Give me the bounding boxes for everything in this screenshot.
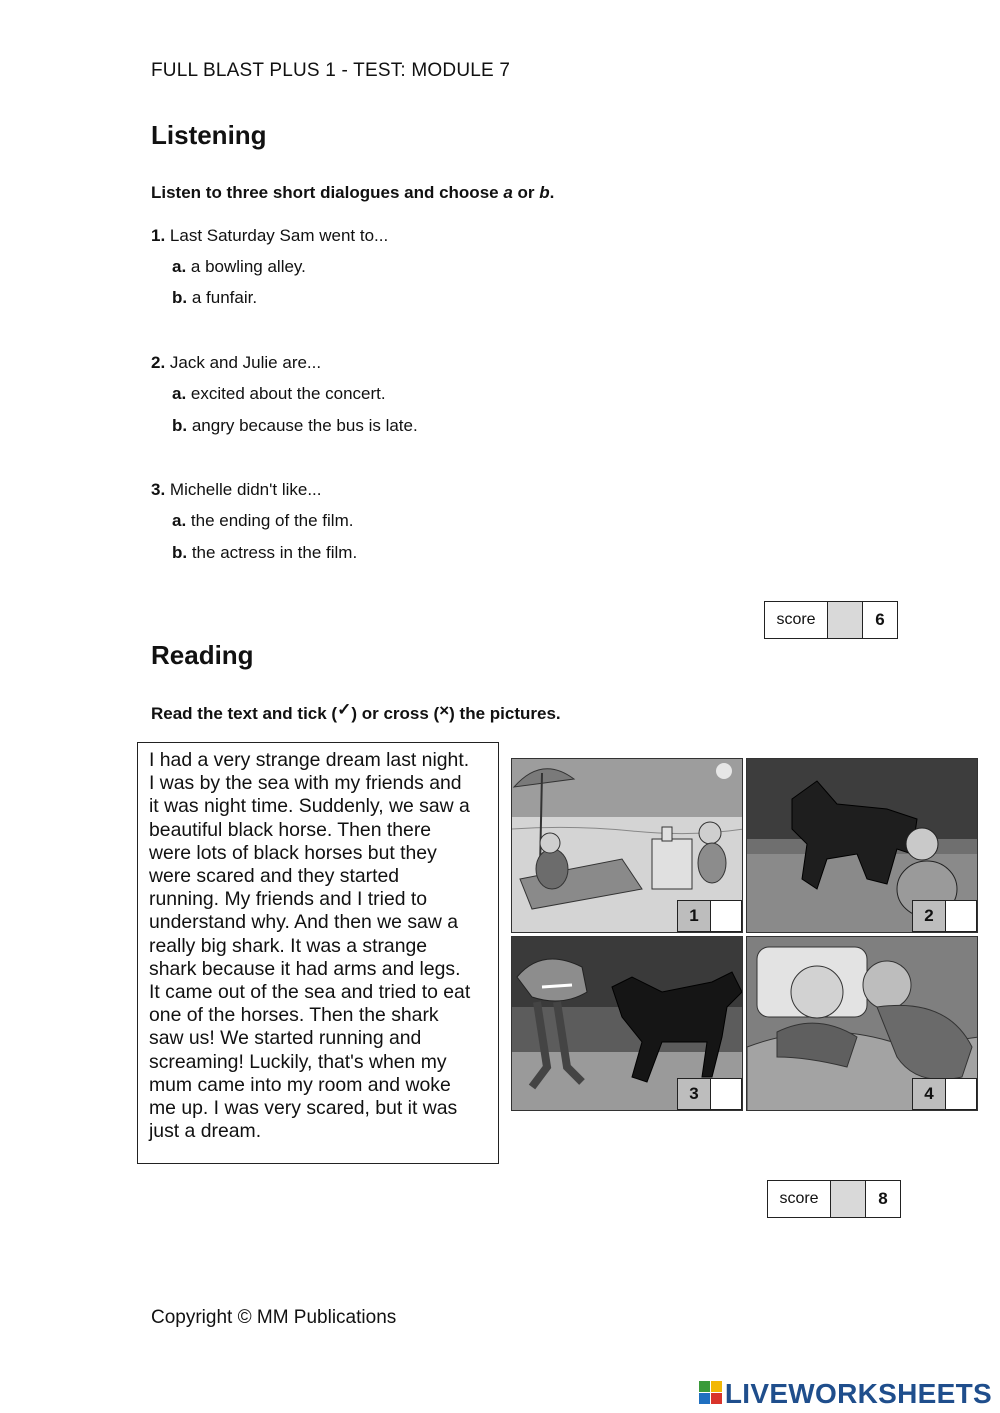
score-input[interactable]: [828, 602, 863, 638]
story-line: really big shark. It was a strange: [149, 934, 428, 957]
score-input[interactable]: [831, 1181, 866, 1217]
story-line: I had a very strange dream last night.: [149, 749, 470, 771]
picture-number: 4: [912, 1078, 946, 1110]
listening-title: Listening: [151, 120, 267, 150]
picture-1: [511, 758, 743, 933]
reading-score-box: [767, 1180, 901, 1218]
story-line: just a dream.: [149, 1120, 262, 1143]
score-label: score: [768, 1181, 831, 1217]
story-line: mum came into my room and woke: [149, 1073, 451, 1096]
question-1-option-a[interactable]: a. a bowling alley.: [172, 257, 306, 276]
liveworksheets-logo[interactable]: [699, 1378, 992, 1410]
story-line: were lots of black horses but they: [149, 841, 437, 864]
cross-icon: ×: [439, 701, 450, 720]
score-label: score: [765, 602, 828, 638]
story-line: It came out of the sea and tried to eat: [149, 981, 471, 1004]
story-line: one of the horses. Then the shark: [149, 1004, 439, 1027]
listening-score-box: [764, 601, 898, 639]
page-header: FULL BLAST PLUS 1 - TEST: MODULE 7: [151, 60, 511, 81]
tick-cross-input[interactable]: [946, 900, 977, 932]
story-line: were scared and they started: [149, 865, 400, 888]
picture-number: 1: [677, 900, 711, 932]
story-line: understand why. And then we saw a: [149, 911, 459, 934]
logo-text: LIVEWORKSHEETS: [724, 1378, 992, 1409]
tick-cross-input[interactable]: [711, 1078, 742, 1110]
story-line: saw us! We started running and: [149, 1027, 422, 1050]
question-1-option-b[interactable]: b. a funfair.: [172, 288, 258, 307]
story-line: running. My friends and I tried to: [149, 888, 428, 911]
story-line: shark because it had arms and legs.: [149, 957, 461, 980]
liveworksheets-badge-icon: [699, 1381, 723, 1407]
reading-instruction: Read the text and tick (✓) or cross (×) the pictures.: [151, 700, 561, 723]
story-line: I was by the sea with my friends and: [149, 772, 462, 795]
question-2: 2. Jack and Julie are...: [151, 353, 322, 372]
story-line: it was night time. Suddenly, we saw a: [149, 795, 470, 818]
picture-number: 2: [912, 900, 946, 932]
tick-cross-input[interactable]: [711, 900, 742, 932]
question-2-option-b[interactable]: b. angry because the bus is late.: [172, 416, 418, 435]
reading-title: Reading: [151, 640, 254, 670]
picture-4-answer: [912, 1078, 977, 1110]
question-2-option-a[interactable]: a. excited about the concert.: [172, 384, 386, 403]
listening-instruction: Listen to three short dialogues and choose a or b.: [151, 183, 555, 202]
tick-icon: ✓: [337, 700, 352, 719]
picture-2-answer: [912, 900, 977, 932]
picture-1-answer: [677, 900, 742, 932]
picture-4: [746, 936, 978, 1111]
question-1: 1. Last Saturday Sam went to...: [151, 226, 389, 245]
score-max: 6: [875, 610, 885, 629]
story-line: screaming! Luckily, that's when my: [149, 1050, 447, 1073]
story-line: beautiful black horse. Then there: [149, 818, 432, 841]
picture-2: [746, 758, 978, 933]
picture-3: [511, 936, 743, 1111]
question-3-option-a[interactable]: a. the ending of the film.: [172, 511, 354, 530]
question-3: 3. Michelle didn't like...: [151, 480, 322, 499]
score-max: 8: [878, 1189, 888, 1208]
question-3-option-b[interactable]: b. the actress in the film.: [172, 543, 358, 562]
picture-3-answer: [677, 1078, 742, 1110]
story-line: me up. I was very scared, but it was: [149, 1097, 458, 1120]
story-text-box: [137, 742, 499, 1164]
copyright-notice: Copyright © MM Publications: [151, 1307, 397, 1328]
tick-cross-input[interactable]: [946, 1078, 977, 1110]
picture-number: 3: [677, 1078, 711, 1110]
